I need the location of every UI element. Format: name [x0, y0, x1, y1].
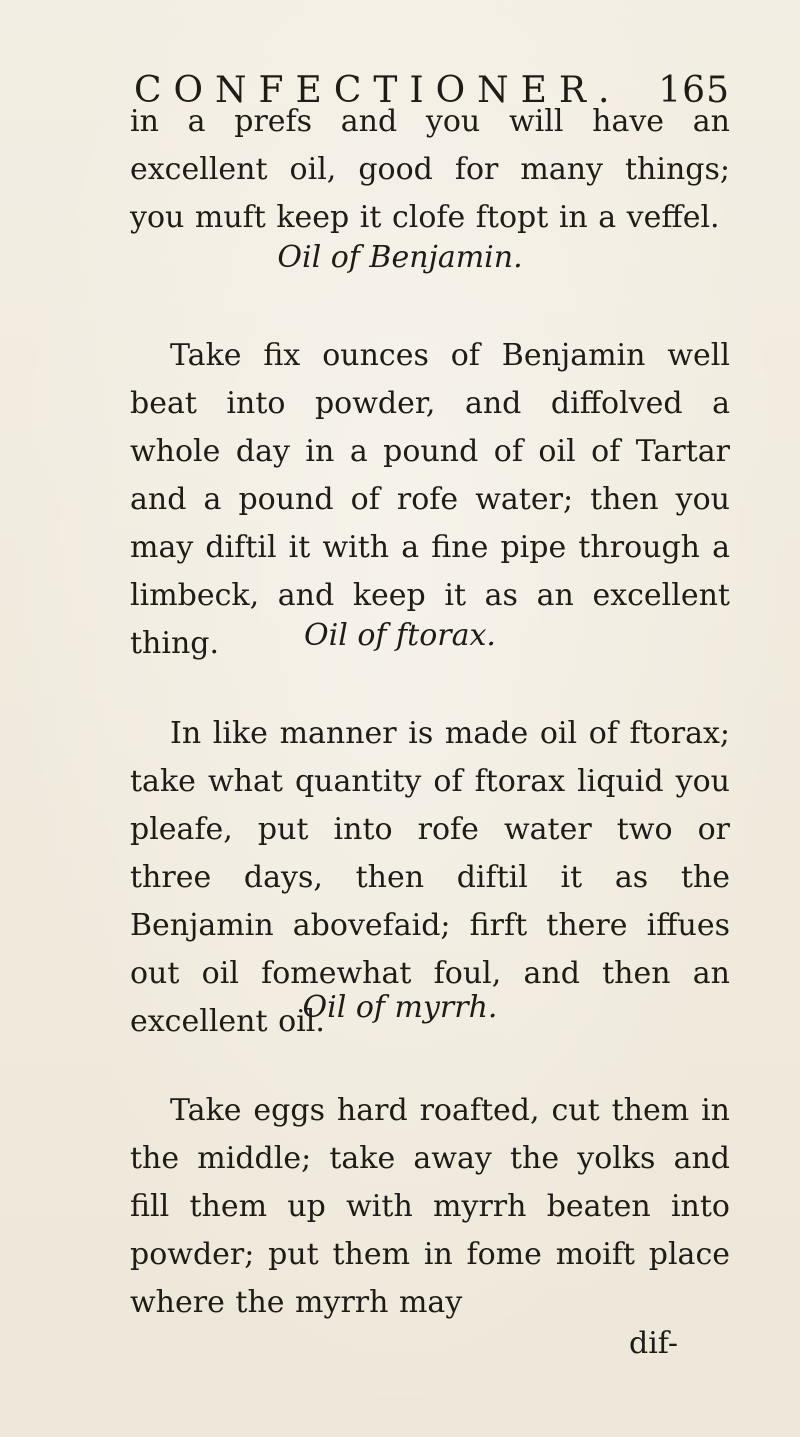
- paragraph-1: in a prefs and you will have an excellent oil, good for many things; you muft keep it clofe ftopt in a veffel.: [130, 104, 730, 235]
- paragraph-myrrh: Take eggs hard roafted, cut them in the middle; take away the yolks and fill them up with myrrh beaten into powder; put them in fome moift place where the myrrh may: [130, 1093, 730, 1320]
- section-heading-myrrh: Oil of myrrh.: [302, 990, 498, 1025]
- paragraph-benjamin: Take fix ounces of Benjamin well beat into powder, and diffolved a whole day in a pound of oil of Tartar and a pound of rofe water; then you may diftil it with a fine pipe through a limbeck, and keep it as an excellent thing.: [130, 338, 730, 661]
- section-heading-storax: Oil of ftorax.: [304, 618, 496, 653]
- page-number: 165: [658, 70, 730, 111]
- catchword: dif-: [629, 1326, 678, 1361]
- running-title: CONFECTIONER.: [134, 70, 622, 111]
- section-heading-benjamin: Oil of Benjamin.: [277, 240, 523, 275]
- paragraph-storax: In like manner is made oil of ftorax; take what quantity of ftorax liquid you pleafe, put into rofe water two or three days, then diftil it as the Benjamin abovefaid; firft there iffues out oil fomewhat foul, and then an excellent oil.: [130, 716, 730, 1039]
